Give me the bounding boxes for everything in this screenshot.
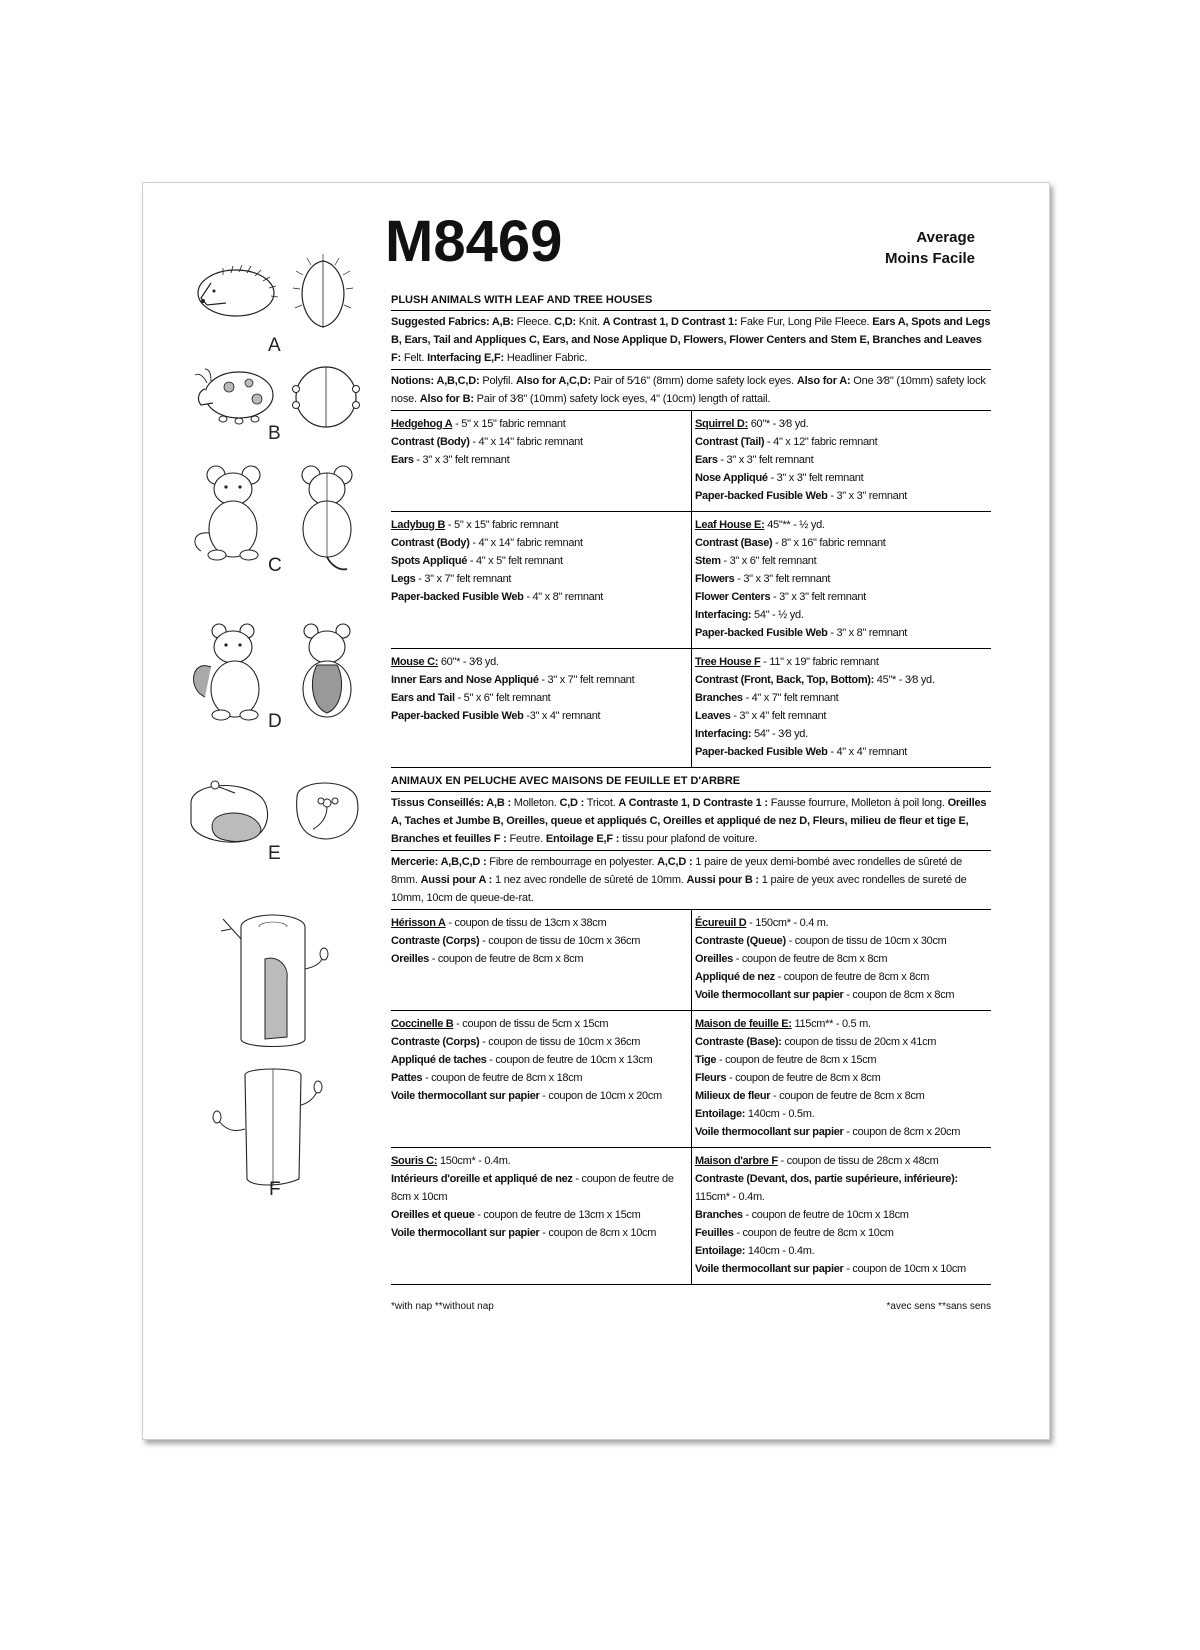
yardage-label: Feuilles (695, 1227, 734, 1239)
yardage-line (391, 1051, 691, 1069)
english-title: PLUSH ANIMALS WITH LEAF AND TREE HOUSES (391, 291, 991, 311)
yardage-value: - 5" x 6" felt remnant (454, 692, 551, 704)
difficulty-en: Average (916, 229, 975, 246)
yardage-label: Interfacing: (695, 728, 752, 740)
french-yardage-table (391, 910, 991, 1285)
yardage-line (391, 671, 691, 689)
yardage-value: - 3" x 3" felt remnant (413, 454, 510, 466)
yardage-label: Leaves (695, 710, 731, 722)
difficulty-level (885, 227, 975, 269)
run-label: Ears A, Spots and Legs B, Ears, Tail and Appliques C, Ears, and Nose Applique D, Flowers, Flower Centers and Stem E, Branches and Leaves F: (391, 316, 991, 364)
yardage-line (695, 743, 991, 761)
yardage-value: - coupon de feutre de 8cm x 10cm (391, 1173, 674, 1203)
run-text: One 3⁄8" (10mm) safety lock nose. (391, 375, 986, 405)
footnote-fr: *avec sens **sans sens (886, 1301, 991, 1312)
yardage-line (695, 1123, 991, 1141)
view-a-label: A (268, 335, 281, 356)
yardage-cell (391, 511, 691, 648)
yardage-label: Coccinelle B (391, 1018, 454, 1030)
yardage-line (695, 653, 991, 671)
yardage-cell (391, 1010, 691, 1147)
run-label: A,C,D : (657, 856, 693, 868)
run-label: Entoilage E,F : (545, 833, 620, 845)
run-label: C,D: (554, 316, 576, 328)
yardage-line (695, 534, 991, 552)
view-a-hedgehog (181, 253, 371, 356)
yardage-cell (691, 511, 991, 648)
yardage-line (695, 1170, 991, 1206)
yardage-value: - 150cm* - 0.4 m. (746, 917, 829, 929)
yardage-line (391, 1224, 691, 1242)
pattern-number: M8469 (385, 209, 563, 274)
run-text: Fake Fur, Long Pile Fleece. (737, 316, 873, 328)
yardage-line (391, 653, 691, 671)
yardage-value: - coupon de tissu de 10cm x 36cm (479, 935, 641, 947)
run-text: Tricot. (584, 797, 619, 809)
yardage-value: -3" x 4" remnant (523, 710, 601, 722)
yardage-value: - coupon de tissu de 28cm x 48cm (777, 1155, 939, 1167)
yardage-line (695, 1224, 991, 1242)
yardage-label: Contraste (Devant, dos, partie supérieure, inférieure): (695, 1173, 958, 1185)
run-text: 1 nez avec rondelle de sûreté de 10mm. (492, 874, 687, 886)
yardage-value: - coupon de tissu de 10cm x 30cm (785, 935, 947, 947)
run-label: Notions: A,B,C,D: (391, 375, 480, 387)
french-fabrics (391, 794, 991, 848)
english-yardage-table (391, 411, 991, 768)
yardage-line (391, 950, 691, 968)
yardage-value: - 11" x 19" fabric remnant (760, 656, 879, 668)
yardage-value: 60"* - 3⁄8 yd. (747, 418, 809, 430)
yardage-value: - coupon de feutre de 8cm x 8cm (726, 1072, 881, 1084)
yardage-value: - coupon de 10cm x 20cm (539, 1090, 662, 1102)
yardage-label: Milieux de fleur (695, 1090, 771, 1102)
yardage-value: 54" - ½ yd. (751, 609, 804, 621)
yardage-cell (691, 910, 991, 1010)
yardage-line (391, 451, 691, 469)
yardage-value: - coupon de tissu de 13cm x 38cm (445, 917, 607, 929)
run-text: Fausse fourrure, Molleton à poil long. (767, 797, 948, 809)
yardage-value: 45"** - ½ yd. (764, 519, 825, 531)
yardage-line (695, 1242, 991, 1260)
run-label: Suggested Fabrics: A,B: (391, 316, 514, 328)
yardage-value: 140cm - 0.4m. (745, 1245, 815, 1257)
yardage-value: - coupon de 8cm x 10cm (539, 1227, 657, 1239)
yardage-cell (691, 648, 991, 767)
yardage-value: - 3" x 7" felt remnant (538, 674, 635, 686)
yardage-label: Contrast (Front, Back, Top, Bottom): (695, 674, 875, 686)
yardage-label: Écureuil D (695, 917, 747, 929)
view-c-mouse (181, 461, 371, 576)
yardage-line (695, 689, 991, 707)
yardage-value: - 3" x 6" felt remnant (720, 555, 817, 567)
run-label: A Contrast 1, D Contrast 1: (602, 316, 738, 328)
yardage-label: Paper-backed Fusible Web (695, 490, 828, 502)
yardage-line (391, 1033, 691, 1051)
run-text: Pair of 5⁄16" (8mm) dome safety lock eyes. (590, 375, 797, 387)
yardage-label: Oreilles (391, 953, 429, 965)
view-e-label: E (268, 843, 281, 864)
yardage-line (391, 1152, 691, 1170)
yardage-label: Contraste (Base): (695, 1036, 782, 1048)
yardage-value: - 4" x 8" remnant (523, 591, 604, 603)
yardage-label: Maison de feuille E: (695, 1018, 792, 1030)
yardage-label: Maison d'arbre F (695, 1155, 778, 1167)
run-label: Aussi pour B : (686, 874, 759, 886)
yardage-label: Ears (391, 454, 414, 466)
yardage-line (695, 968, 991, 986)
yardage-label: Interfacing: (695, 609, 752, 621)
yardage-label: Contraste (Queue) (695, 935, 786, 947)
tree-house-drawing (181, 909, 371, 1189)
yardage-value: - coupon de 10cm x 10cm (843, 1263, 966, 1275)
yardage-label: Appliqué de taches (391, 1054, 487, 1066)
leaf-house-drawing (181, 773, 371, 853)
yardage-label: Voile thermocollant sur papier (391, 1090, 540, 1102)
yardage-value: - coupon de feutre de 8cm x 18cm (422, 1072, 583, 1084)
yardage-label: Pattes (391, 1072, 423, 1084)
difficulty-fr: Moins Facile (884, 250, 975, 267)
yardage-value: - 3" x 3" felt remnant (767, 472, 864, 484)
run-text: Fleece. (513, 316, 555, 328)
yardage-line (391, 1069, 691, 1087)
run-text: Polyfil. (479, 375, 516, 387)
run-text: Knit. (575, 316, 603, 328)
yardage-label: Squirrel D: (695, 418, 748, 430)
divider (391, 369, 991, 370)
yardage-value: 140cm - 0.5m. (745, 1108, 815, 1120)
yardage-value: - 3" x 8" remnant (827, 627, 908, 639)
yardage-value: 115cm* - 0.4m. (695, 1191, 765, 1203)
yardage-label: Flowers (695, 573, 735, 585)
yardage-label: Paper-backed Fusible Web (391, 710, 524, 722)
yardage-label: Tige (695, 1054, 717, 1066)
yardage-value: - 4" x 4" remnant (827, 746, 908, 758)
yardage-value: - coupon de feutre de 10cm x 13cm (486, 1054, 653, 1066)
yardage-line (391, 707, 691, 725)
yardage-line (695, 487, 991, 505)
yardage-value: 150cm* - 0.4m. (437, 1155, 511, 1167)
yardage-label: Hedgehog A (391, 418, 453, 430)
yardage-label: Appliqué de nez (695, 971, 775, 983)
yardage-value: - 5" x 15" fabric remnant (445, 519, 559, 531)
yardage-label: Nose Appliqué (695, 472, 768, 484)
yardage-line (695, 1051, 991, 1069)
yardage-value: - coupon de feutre de 8cm x 8cm (428, 953, 584, 965)
yardage-line (695, 950, 991, 968)
yardage-cell (391, 411, 691, 511)
run-text: Fibre de rembourrage en polyester. (486, 856, 658, 868)
yardage-label: Paper-backed Fusible Web (695, 746, 828, 758)
yardage-label: Oreilles et queue (391, 1209, 475, 1221)
yardage-label: Mouse C: (391, 656, 439, 668)
yardage-label: Oreilles (695, 953, 733, 965)
yardage-line (695, 1015, 991, 1033)
yardage-value: - 4" x 5" felt remnant (467, 555, 563, 567)
english-fabrics (391, 313, 991, 367)
yardage-label: Contrast (Body) (391, 436, 470, 448)
yardage-line (695, 914, 991, 932)
yardage-label: Contrast (Tail) (695, 436, 765, 448)
yardage-line (695, 1105, 991, 1123)
yardage-line (695, 606, 991, 624)
yardage-value: - 5" x 15" fabric remnant (452, 418, 566, 430)
yardage-label: Ears and Tail (391, 692, 455, 704)
yardage-value: - coupon de feutre de 8cm x 8cm (774, 971, 930, 983)
yardage-label: Spots Appliqué (391, 555, 468, 567)
yardage-value: - coupon de 8cm x 8cm (843, 989, 955, 1001)
yardage-line (695, 451, 991, 469)
yardage-line (391, 433, 691, 451)
yardage-value: coupon de tissu de 20cm x 41cm (781, 1036, 937, 1048)
run-text: Feutre. (506, 833, 546, 845)
footnote-en: *with nap **without nap (391, 1301, 494, 1312)
yardage-value: - coupon de 8cm x 20cm (843, 1126, 961, 1138)
run-text: Felt. (400, 352, 428, 364)
run-label: Mercerie: A,B,C,D : (391, 856, 487, 868)
yardage-line (391, 914, 691, 932)
yardage-line (391, 552, 691, 570)
yardage-value: - 4" x 14" fabric remnant (469, 436, 583, 448)
run-label: Also for A: (796, 375, 851, 387)
yardage-label: Voile thermocollant sur papier (695, 1126, 844, 1138)
yardage-line (695, 433, 991, 451)
yardage-value: - 4" x 14" fabric remnant (469, 537, 583, 549)
yardage-value: - 4" x 7" felt remnant (742, 692, 839, 704)
run-label: Also for B: (419, 393, 474, 405)
run-label: Oreilles A, Taches et Jumbe B, Oreilles, queue et appliqués C, Oreilles et appliqué de nez D, Fleurs, milieu de fleur et tige E, Branches et feuilles F : (391, 797, 987, 845)
yardage-line (695, 588, 991, 606)
yardage-line (695, 415, 991, 433)
french-notions (391, 853, 991, 907)
yardage-label: Contrast (Body) (391, 537, 470, 549)
yardage-line (695, 725, 991, 743)
yardage-label: Contraste (Corps) (391, 1036, 480, 1048)
yardage-value: 45"* - 3⁄8 yd. (874, 674, 935, 686)
run-text: tissu pour plafond de voiture. (619, 833, 758, 845)
french-title: ANIMAUX EN PELUCHE AVEC MAISONS DE FEUILLE ET D'ARBRE (391, 772, 991, 792)
yardage-label: Stem (695, 555, 721, 567)
yardage-label: Paper-backed Fusible Web (695, 627, 828, 639)
yardage-line (695, 1087, 991, 1105)
yardage-line (391, 1206, 691, 1224)
yardage-value: - coupon de feutre de 10cm x 18cm (742, 1209, 909, 1221)
yardage-line (695, 1260, 991, 1278)
yardage-line (695, 1069, 991, 1087)
yardage-label: Branches (695, 692, 743, 704)
view-f-label: F (269, 1179, 281, 1200)
yardage-line (695, 932, 991, 950)
yardage-line (391, 932, 691, 950)
yardage-label: Fleurs (695, 1072, 727, 1084)
yardage-line (695, 469, 991, 487)
run-label: Also for A,C,D: (515, 375, 591, 387)
yardage-line (695, 570, 991, 588)
view-b-label: B (268, 423, 281, 444)
pattern-content (391, 291, 991, 1285)
yardage-line (695, 552, 991, 570)
yardage-cell (691, 1147, 991, 1284)
yardage-line (391, 1087, 691, 1105)
yardage-line (695, 624, 991, 642)
view-d-squirrel (181, 619, 371, 732)
yardage-line (695, 707, 991, 725)
yardage-label: Inner Ears and Nose Appliqué (391, 674, 539, 686)
view-c-label: C (268, 555, 282, 576)
yardage-cell (691, 1010, 991, 1147)
yardage-value: - coupon de feutre de 13cm x 15cm (474, 1209, 641, 1221)
yardage-label: Entoilage: (695, 1245, 746, 1257)
yardage-value: - 3" x 3" felt remnant (734, 573, 831, 585)
run-label: A Contraste 1, D Contraste 1 : (618, 797, 768, 809)
yardage-label: Voile thermocollant sur papier (695, 989, 844, 1001)
divider (391, 850, 991, 851)
run-label: Interfacing E,F: (427, 352, 504, 364)
run-label: Aussi pour A : (420, 874, 493, 886)
run-text: 1 paire de yeux avec rondelles de sureté de 10mm, 10cm de queue-de-rat. (391, 874, 967, 904)
yardage-value: - coupon de feutre de 8cm x 8cm (732, 953, 888, 965)
yardage-line (391, 689, 691, 707)
yardage-line (695, 516, 991, 534)
yardage-line (391, 1015, 691, 1033)
yardage-label: Branches (695, 1209, 743, 1221)
yardage-cell (391, 1147, 691, 1284)
yardage-label: Voile thermocollant sur papier (391, 1227, 540, 1239)
technical-drawings (143, 183, 383, 1439)
yardage-label: Paper-backed Fusible Web (391, 591, 524, 603)
yardage-value: - 3" x 3" felt remnant (717, 454, 814, 466)
run-label: C,D : (559, 797, 585, 809)
yardage-line (695, 671, 991, 689)
yardage-line (391, 516, 691, 534)
yardage-line (695, 986, 991, 1004)
yardage-value: - 3" x 3" felt remnant (770, 591, 866, 603)
yardage-label: Flower Centers (695, 591, 771, 603)
yardage-line (391, 534, 691, 552)
yardage-line (695, 1206, 991, 1224)
yardage-line (695, 1033, 991, 1051)
yardage-cell (691, 411, 991, 511)
run-text: 1 paire de yeux demi-bombé avec rondelles de sûreté de 8mm. (391, 856, 963, 886)
yardage-value: 115cm** - 0.5 m. (791, 1018, 871, 1030)
yardage-label: Legs (391, 573, 416, 585)
yardage-value: - 4" x 12" fabric remnant (764, 436, 878, 448)
run-text: Molleton. (510, 797, 560, 809)
yardage-value: 60"* - 3⁄8 yd. (438, 656, 499, 668)
hedgehog-drawing (181, 253, 371, 333)
run-text: Pair of 3⁄8" (10mm) safety lock eyes, 4" (10cm) length of rattail. (473, 393, 771, 405)
yardage-label: Intérieurs d'oreille et appliqué de nez (391, 1173, 573, 1185)
yardage-line (391, 1170, 691, 1206)
pattern-envelope-back (142, 182, 1050, 1440)
view-d-label: D (268, 711, 282, 732)
yardage-line (391, 588, 691, 606)
yardage-line (391, 570, 691, 588)
yardage-value: - 3" x 4" felt remnant (730, 710, 827, 722)
yardage-label: Ears (695, 454, 718, 466)
yardage-label: Contrast (Base) (695, 537, 773, 549)
yardage-label: Leaf House E: (695, 519, 765, 531)
yardage-cell (391, 910, 691, 1010)
yardage-value: - coupon de tissu de 5cm x 15cm (453, 1018, 609, 1030)
english-notions (391, 372, 991, 408)
yardage-label: Tree House F (695, 656, 761, 668)
run-label: Tissus Conseillés: A,B : (391, 797, 511, 809)
yardage-label: Ladybug B (391, 519, 446, 531)
yardage-value: - coupon de tissu de 10cm x 36cm (479, 1036, 641, 1048)
run-text: Headliner Fabric. (503, 352, 588, 364)
view-b-ladybug (181, 359, 371, 444)
view-e-leaf-house (181, 773, 371, 864)
yardage-label: Entoilage: (695, 1108, 746, 1120)
yardage-cell (391, 648, 691, 767)
yardage-value: - 3" x 3" remnant (827, 490, 908, 502)
yardage-line (695, 1152, 991, 1170)
yardage-label: Souris C: (391, 1155, 438, 1167)
yardage-value: - 3" x 7" felt remnant (415, 573, 512, 585)
yardage-label: Voile thermocollant sur papier (695, 1263, 844, 1275)
yardage-value: - coupon de feutre de 8cm x 10cm (733, 1227, 894, 1239)
view-f-tree-house (181, 909, 371, 1200)
yardage-label: Contraste (Corps) (391, 935, 480, 947)
yardage-value: - 8" x 16" fabric remnant (772, 537, 886, 549)
yardage-line (391, 415, 691, 433)
yardage-value: - coupon de feutre de 8cm x 8cm (770, 1090, 925, 1102)
yardage-value: 54" - 3⁄8 yd. (751, 728, 808, 740)
yardage-value: - coupon de feutre de 8cm x 15cm (716, 1054, 877, 1066)
yardage-label: Hérisson A (391, 917, 446, 929)
